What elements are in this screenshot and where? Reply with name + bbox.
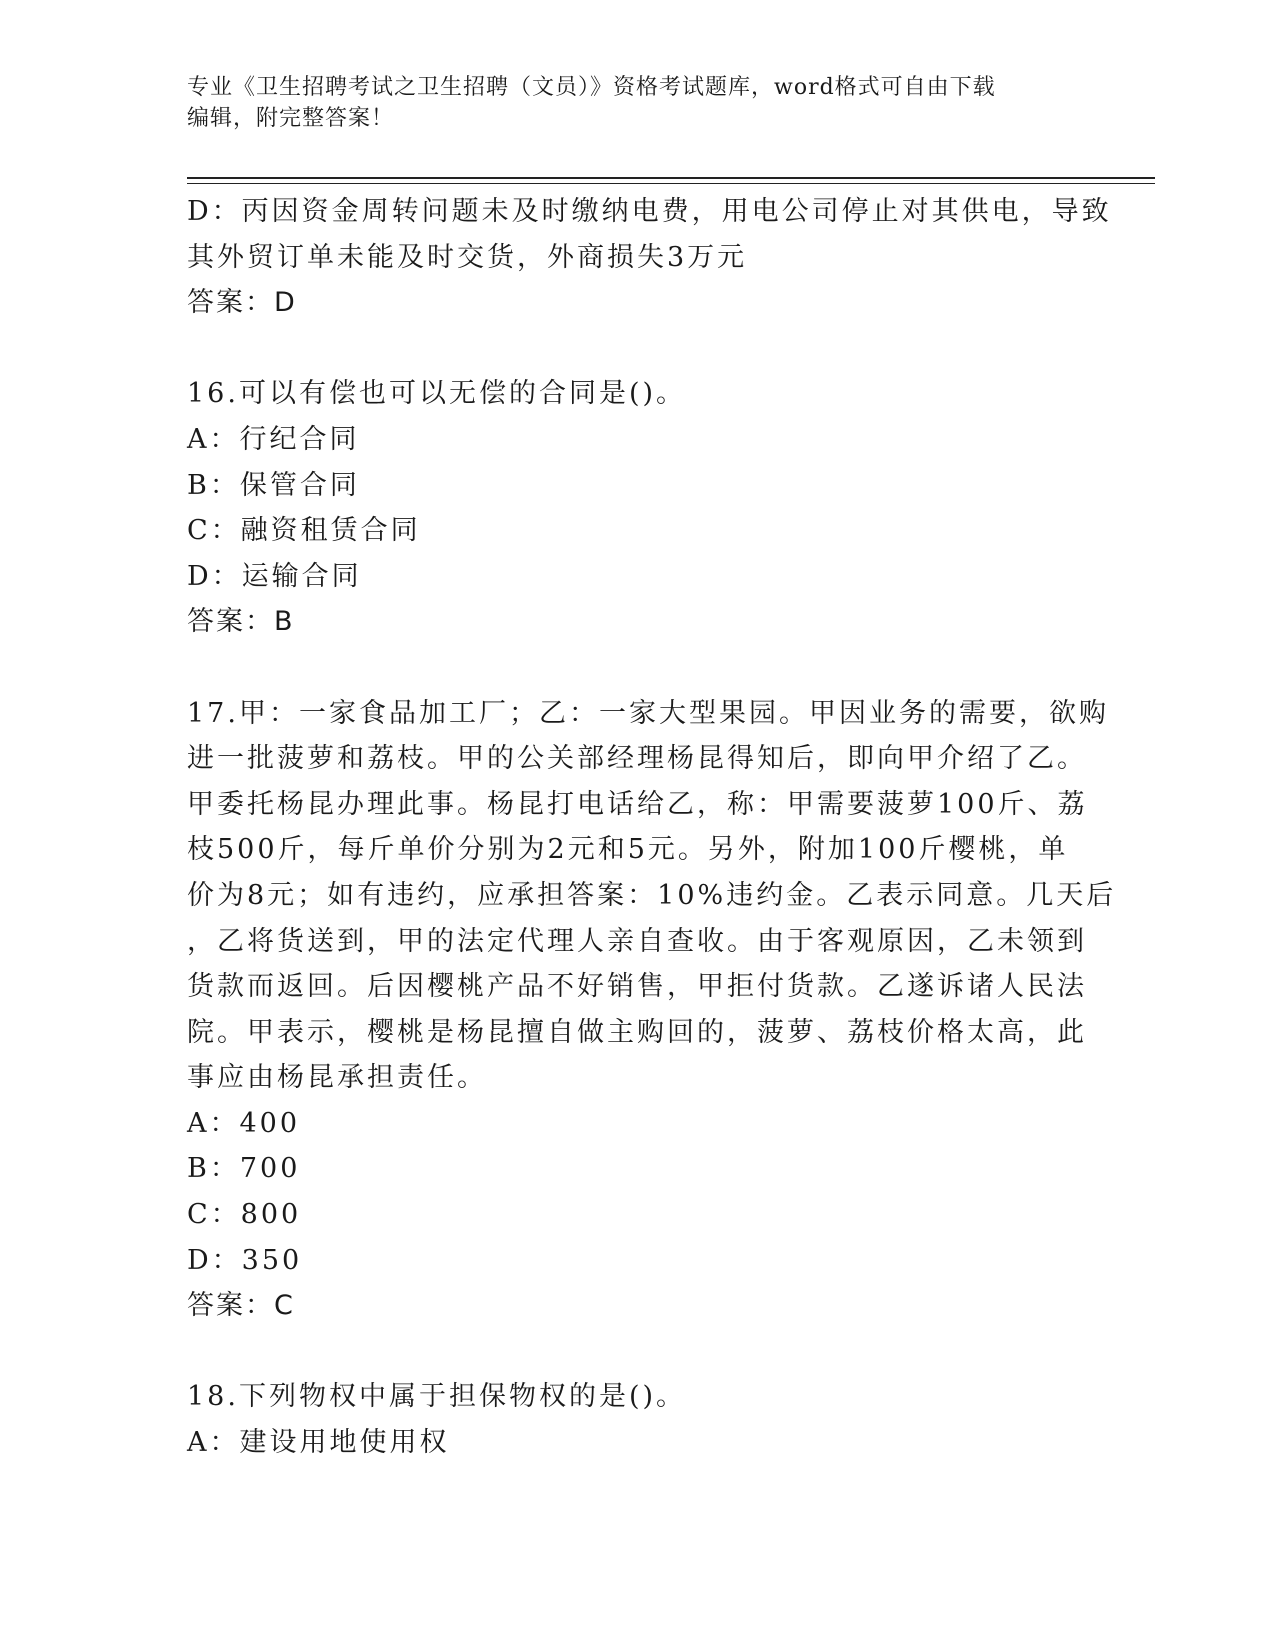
header-rule-thick (187, 177, 1155, 179)
q18-option-a: A：建设用地使用权 (187, 1427, 450, 1459)
q17-option-a: A：400 (187, 1107, 301, 1139)
q16-option-d: D：运输合同 (187, 560, 362, 592)
q17-stem-line-7: 货款而返回。后因樱桃产品不好销售，甲拒付货款。乙遂诉诸人民法 (187, 971, 1087, 1003)
q15-option-d-line-2: 其外贸订单未能及时交货，外商损失3万元 (187, 241, 748, 273)
header-line-2: 编辑，附完整答案！ (187, 106, 395, 131)
q17-stem-line-5: 价为8元；如有违约，应承担答案：10%违约金。乙表示同意。几天后 (187, 879, 1117, 911)
q17-stem-line-9: 事应由杨昆承担责任。 (187, 1062, 487, 1094)
q17-stem-line-4: 枝500斤，每斤单价分别为2元和5元。另外，附加100斤樱桃，单 (187, 834, 1069, 866)
q16-option-b: B：保管合同 (187, 469, 360, 501)
q17-stem-line-2: 进一批菠萝和荔枝。甲的公关部经理杨昆得知后，即向甲介绍了乙。 (187, 743, 1087, 775)
document-header (187, 72, 1087, 134)
q15-option-d-line-1: D：丙因资金周转问题未及时缴纳电费，用电公司停止对其供电，导致 (187, 196, 1112, 227)
spacer (187, 326, 1087, 372)
q17-option-c: C：800 (187, 1199, 302, 1231)
q17-stem-line-8: 院。甲表示，樱桃是杨昆擅自做主购回的，菠萝、荔枝价格太高，此 (187, 1016, 1087, 1048)
q17-option-b: B：700 (187, 1153, 301, 1185)
q16-option-a: A：行纪合同 (187, 423, 360, 455)
question-content (187, 189, 1117, 1466)
q16-stem: 16.可以有偿也可以无偿的合同是()。 (187, 378, 687, 410)
q17-stem-line-3: 甲委托杨昆办理此事。杨昆打电话给乙，称：甲需要菠萝100斤、荔 (187, 788, 1088, 820)
q15-answer: 答案：D (187, 287, 297, 319)
q17-stem-line-1: 17.甲：一家食品加工厂；乙：一家大型果园。甲因业务的需要，欲购 (187, 697, 1109, 729)
q16-option-c: C：融资租赁合同 (187, 515, 421, 547)
header-rule-thin (187, 183, 1155, 184)
q18-stem: 18.下列物权中属于担保物权的是()。 (187, 1381, 687, 1413)
spacer (187, 1329, 1087, 1375)
q17-option-d: D：350 (187, 1244, 303, 1276)
header-line-1: 专业《卫生招聘考试之卫生招聘（文员）》资格考试题库，word格式可自由下载 (187, 75, 996, 100)
spacer (187, 645, 1087, 691)
q17-answer: 答案：C (187, 1290, 295, 1322)
q16-answer: 答案：B (187, 606, 295, 638)
q17-stem-line-6: ，乙将货送到，甲的法定代理人亲自查收。由于客观原因，乙未领到 (187, 925, 1087, 957)
